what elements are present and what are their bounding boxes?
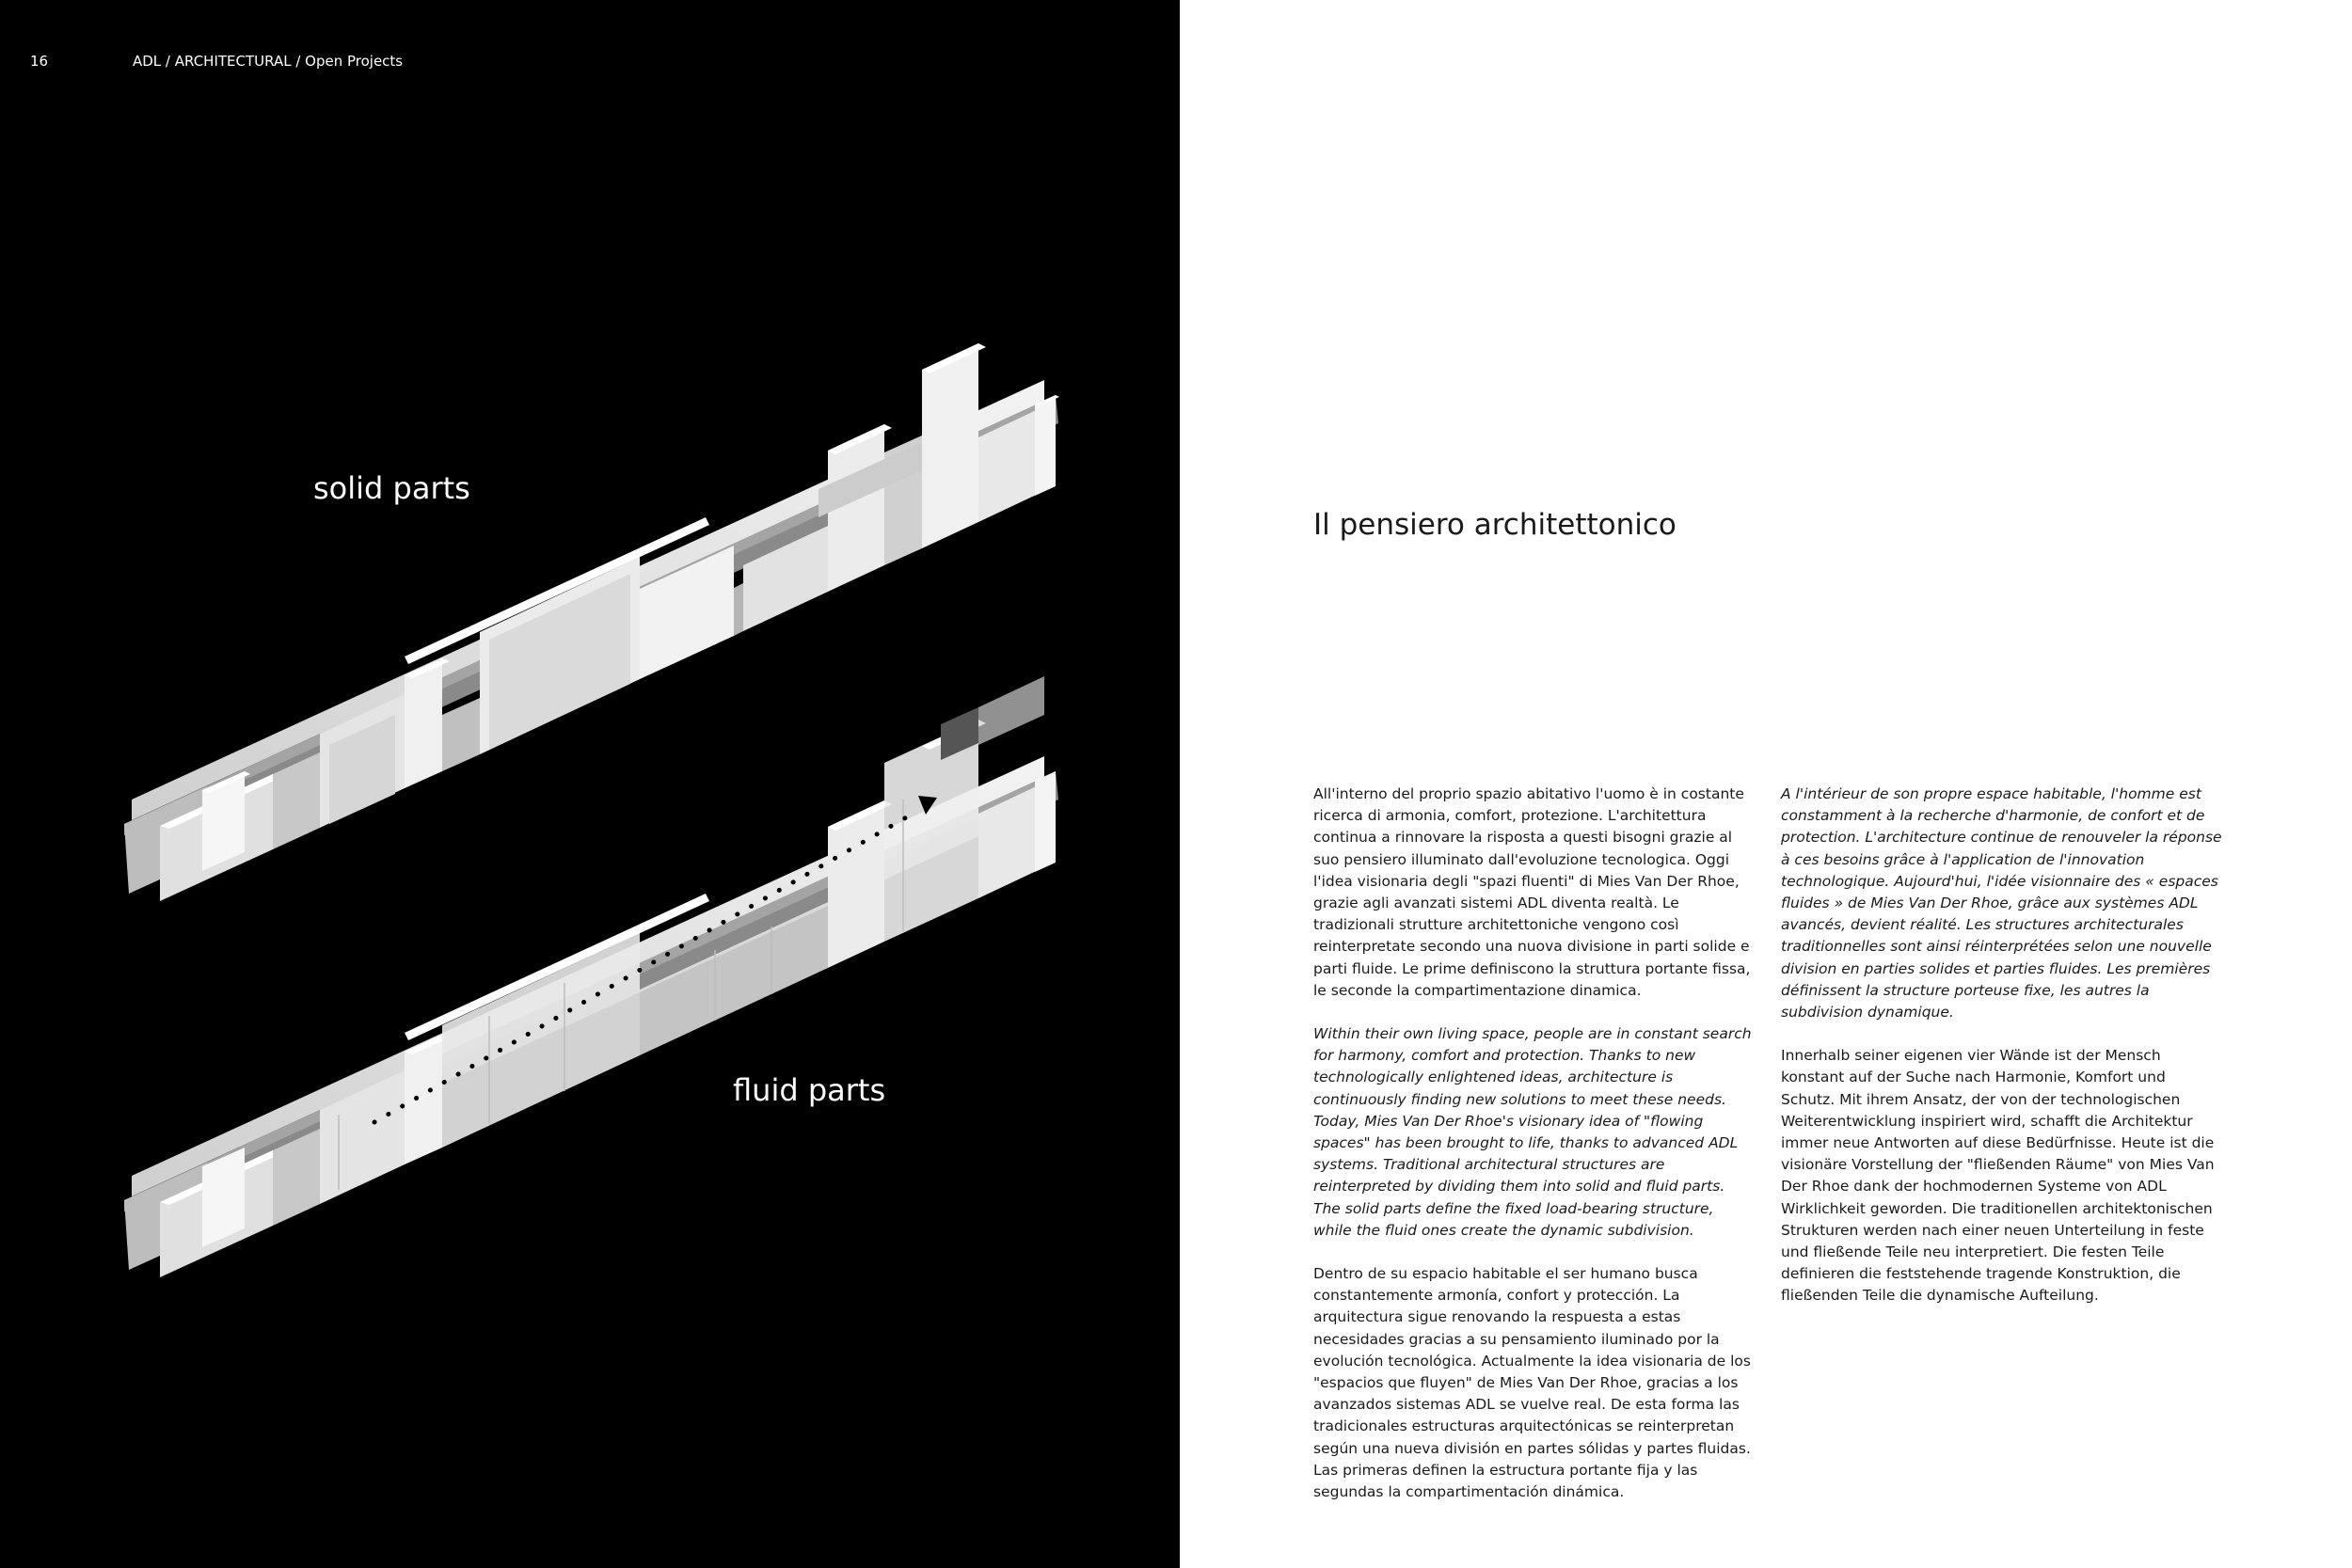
breadcrumb: ADL / ARCHITECTURAL / Open Projects <box>133 53 404 70</box>
text-column-left <box>1313 784 1756 1525</box>
paragraph-german: Innerhalb seiner eigenen vier Wände ist der Mensch konstant auf der Suche nach Harmonie, Komfort und Schutz. Mit ihrem Ansatz, der von der technologischen Weiterentwicklung inspiriert wird, schafft die Architektur immer neue Antworten auf diese Bedürfnisse. Heute ist die visionäre Vorstellung der "fließenden Räume" von Mies Van Der Rhoe dank der hochmodernen Systeme von ADL Wirklichkeit geworden. Die traditionellen architektonischen Strukturen werden nach einer neuen Unterteilung in feste und fließende Teile neu interpretiert. Die festen Teile definieren die feststehende tragende Konstruktion, die fließenden Teile die dynamische Aufteilung. <box>1781 1047 2215 1305</box>
paragraph-english: Within their own living space, people are in constant search for harmony, comfort and protection. Thanks to new technologically enlightened ideas, architecture is continuously finding new solutions to meet these needs. Today, Mies Van Der Rhoe's visionary idea of "flowing spaces" has been brought to life, thanks to advanced ADL systems. Traditional architectural structures are reinterpreted by dividing them into solid and fluid parts. The solid parts define the fixed load-bearing structure, while the fluid ones create the dynamic subdivision. <box>1313 1025 1752 1239</box>
solid-parts-label: solid parts <box>313 470 470 506</box>
paragraph-spanish: Dentro de su espacio habitable el ser humano busca constantemente armonía, confort y protección. La arquitectura sigue renovando la respuesta a estas necesidades gracias a su pensamiento iluminado por la evolución tecnológica. Actualmente la idea visionaria de los "espacios que fluyen" de Mies Van Der Rhoe, gracias a los avanzados sistemas ADL se vuelve real. De esta forma las tradicionales estructuras arquitectónicas se reinterpretan según una nueva división en partes sólidas y partes fluidas. Las primeras definen la estructura portante fija y las segundas la compartimentación dinámica. <box>1313 1265 1751 1501</box>
text-column-right <box>1781 784 2223 1329</box>
page-title: Il pensiero architettonico <box>1313 508 1677 542</box>
paragraph-french: A l'intérieur de son propre espace habitable, l'homme est constamment à la recherche d'harmonie, de confort et de protection. L'architecture continue de renouveler la réponse à ces besoins grâce à l'application de l'innovation technologique. Aujourd'hui, l'idée visionnaire des « espaces fluides » de Mies Van Der Rhoe, grâce aux systèmes ADL avancés, devient réalité. Les structures architecturales traditionnelles sont ainsi réinterprétées selon une nouvelle division en parties solides et parties fluides. Les premières définissent la structure porteuse fixe, les autres la subdivision dynamique. <box>1781 785 2222 1022</box>
right-page <box>1180 0 2352 1568</box>
fluid-parts-label: fluid parts <box>733 1072 886 1108</box>
paragraph-italian: All'interno del proprio spazio abitativo l'uomo è in costante ricerca di armonia, comfort, protezione. L'architettura continua a rinnovare la risposta a questi bisogni grazie al suo pensiero illuminato dall'evoluzione tecnologica. Oggi l'idea visionaria degli "spazi fluenti" di Mies Van Der Rhoe, grazie agli avanzati sistemi ADL diventa realtà. Le tradizionali strutture architettoniche vengono così reinterpretate secondo una nuova divisione in parti solide e parti fluide. Le prime definiscono la struttura portante fissa, le seconde la compartimentazione dinamica. <box>1313 785 1751 999</box>
page-number: 16 <box>30 53 49 70</box>
